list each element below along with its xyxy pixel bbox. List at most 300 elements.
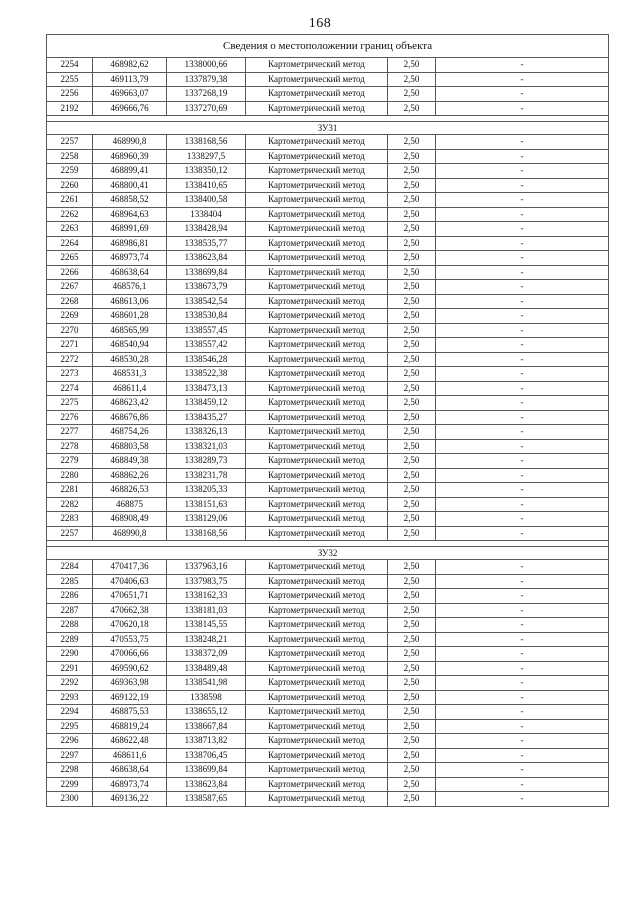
method-cell: Картометрический метод	[246, 58, 388, 73]
y-coordinate-cell: 1338699,84	[167, 265, 246, 280]
y-coordinate-cell: 1338326,13	[167, 425, 246, 440]
table-row	[47, 164, 609, 179]
point-number-cell: 2294	[47, 705, 93, 720]
description-cell: -	[436, 265, 609, 280]
point-number-cell: 2272	[47, 352, 93, 367]
x-coordinate-cell: 468611,6	[93, 748, 167, 763]
y-coordinate-cell: 1338473,13	[167, 381, 246, 396]
description-cell: -	[436, 236, 609, 251]
table-row	[47, 410, 609, 425]
x-coordinate-cell: 468530,28	[93, 352, 167, 367]
description-cell: -	[436, 178, 609, 193]
accuracy-cell: 2,50	[388, 497, 436, 512]
method-cell: Картометрический метод	[246, 396, 388, 411]
accuracy-cell: 2,50	[388, 560, 436, 575]
y-coordinate-cell: 1338459,12	[167, 396, 246, 411]
method-cell: Картометрический метод	[246, 574, 388, 589]
method-cell: Картометрический метод	[246, 425, 388, 440]
table-row	[47, 338, 609, 353]
point-number-cell: 2255	[47, 72, 93, 87]
accuracy-cell: 2,50	[388, 748, 436, 763]
point-number-cell: 2270	[47, 323, 93, 338]
description-cell: -	[436, 560, 609, 575]
description-cell: -	[436, 87, 609, 102]
description-cell: -	[436, 135, 609, 150]
method-cell: Картометрический метод	[246, 661, 388, 676]
point-number-cell: 2266	[47, 265, 93, 280]
accuracy-cell: 2,50	[388, 72, 436, 87]
y-coordinate-cell: 1337270,69	[167, 101, 246, 116]
y-coordinate-cell: 1337268,19	[167, 87, 246, 102]
y-coordinate-cell: 1337983,75	[167, 574, 246, 589]
method-cell: Картометрический метод	[246, 309, 388, 324]
accuracy-cell: 2,50	[388, 792, 436, 807]
y-coordinate-cell: 1338181,03	[167, 603, 246, 618]
description-cell: -	[436, 497, 609, 512]
y-coordinate-cell: 1338248,21	[167, 632, 246, 647]
point-number-cell: 2281	[47, 483, 93, 498]
point-number-cell: 2264	[47, 236, 93, 251]
point-number-cell: 2300	[47, 792, 93, 807]
table-row	[47, 178, 609, 193]
table-row	[47, 748, 609, 763]
point-number-cell: 2298	[47, 763, 93, 778]
description-cell: -	[436, 574, 609, 589]
description-cell: -	[436, 439, 609, 454]
x-coordinate-cell: 468819,24	[93, 719, 167, 734]
y-coordinate-cell: 1338623,84	[167, 251, 246, 266]
accuracy-cell: 2,50	[388, 777, 436, 792]
table-row	[47, 101, 609, 116]
y-coordinate-cell: 1338706,45	[167, 748, 246, 763]
method-cell: Картометрический метод	[246, 690, 388, 705]
method-cell: Картометрический метод	[246, 560, 388, 575]
point-number-cell: 2286	[47, 589, 93, 604]
y-coordinate-cell: 1338598	[167, 690, 246, 705]
y-coordinate-cell: 1338673,79	[167, 280, 246, 295]
accuracy-cell: 2,50	[388, 164, 436, 179]
description-cell: -	[436, 323, 609, 338]
x-coordinate-cell: 468875	[93, 497, 167, 512]
table-row	[47, 149, 609, 164]
description-cell: -	[436, 280, 609, 295]
table-row	[47, 560, 609, 575]
x-coordinate-cell: 468611,4	[93, 381, 167, 396]
point-number-cell: 2269	[47, 309, 93, 324]
y-coordinate-cell: 1338321,03	[167, 439, 246, 454]
table-row	[47, 792, 609, 807]
description-cell: -	[436, 483, 609, 498]
x-coordinate-cell: 468622,48	[93, 734, 167, 749]
table-row	[47, 265, 609, 280]
table-row	[47, 72, 609, 87]
point-number-cell: 2280	[47, 468, 93, 483]
y-coordinate-cell: 1338410,65	[167, 178, 246, 193]
method-cell: Картометрический метод	[246, 135, 388, 150]
method-cell: Картометрический метод	[246, 149, 388, 164]
description-cell: -	[436, 101, 609, 116]
table-row	[47, 661, 609, 676]
x-coordinate-cell: 468576,1	[93, 280, 167, 295]
accuracy-cell: 2,50	[388, 178, 436, 193]
table-row	[47, 439, 609, 454]
y-coordinate-cell: 1338530,84	[167, 309, 246, 324]
point-number-cell: 2299	[47, 777, 93, 792]
y-coordinate-cell: 1338435,27	[167, 410, 246, 425]
method-cell: Картометрический метод	[246, 734, 388, 749]
point-number-cell: 2256	[47, 87, 93, 102]
method-cell: Картометрический метод	[246, 265, 388, 280]
method-cell: Картометрический метод	[246, 439, 388, 454]
section-label: ЗУ32	[47, 547, 609, 560]
method-cell: Картометрический метод	[246, 454, 388, 469]
y-coordinate-cell: 1338623,84	[167, 777, 246, 792]
y-coordinate-cell: 1338289,73	[167, 454, 246, 469]
point-number-cell: 2262	[47, 207, 93, 222]
section-row	[47, 547, 609, 560]
method-cell: Картометрический метод	[246, 178, 388, 193]
point-number-cell: 2259	[47, 164, 93, 179]
description-cell: -	[436, 294, 609, 309]
point-number-cell: 2288	[47, 618, 93, 633]
y-coordinate-cell: 1337879,38	[167, 72, 246, 87]
x-coordinate-cell: 468638,64	[93, 265, 167, 280]
table-row	[47, 618, 609, 633]
accuracy-cell: 2,50	[388, 705, 436, 720]
x-coordinate-cell: 469663,07	[93, 87, 167, 102]
point-number-cell: 2263	[47, 222, 93, 237]
method-cell: Картометрический метод	[246, 101, 388, 116]
x-coordinate-cell: 469136,22	[93, 792, 167, 807]
x-coordinate-cell: 468800,41	[93, 178, 167, 193]
accuracy-cell: 2,50	[388, 676, 436, 691]
accuracy-cell: 2,50	[388, 135, 436, 150]
table-row	[47, 777, 609, 792]
accuracy-cell: 2,50	[388, 454, 436, 469]
point-number-cell: 2277	[47, 425, 93, 440]
y-coordinate-cell: 1338699,84	[167, 763, 246, 778]
accuracy-cell: 2,50	[388, 101, 436, 116]
table-row	[47, 280, 609, 295]
table-row	[47, 647, 609, 662]
x-coordinate-cell: 468964,63	[93, 207, 167, 222]
description-cell: -	[436, 309, 609, 324]
x-coordinate-cell: 468826,53	[93, 483, 167, 498]
description-cell: -	[436, 72, 609, 87]
x-coordinate-cell: 468973,74	[93, 777, 167, 792]
description-cell: -	[436, 777, 609, 792]
method-cell: Картометрический метод	[246, 483, 388, 498]
description-cell: -	[436, 149, 609, 164]
description-cell: -	[436, 193, 609, 208]
description-cell: -	[436, 352, 609, 367]
x-coordinate-cell: 469113,79	[93, 72, 167, 87]
x-coordinate-cell: 468858,52	[93, 193, 167, 208]
method-cell: Картометрический метод	[246, 632, 388, 647]
table-row	[47, 323, 609, 338]
method-cell: Картометрический метод	[246, 647, 388, 662]
point-number-cell: 2265	[47, 251, 93, 266]
x-coordinate-cell: 468991,69	[93, 222, 167, 237]
description-cell: -	[436, 425, 609, 440]
x-coordinate-cell: 469122,19	[93, 690, 167, 705]
method-cell: Картометрический метод	[246, 763, 388, 778]
point-number-cell: 2283	[47, 512, 93, 527]
table-row	[47, 497, 609, 512]
method-cell: Картометрический метод	[246, 352, 388, 367]
description-cell: -	[436, 719, 609, 734]
point-number-cell: 2267	[47, 280, 93, 295]
method-cell: Картометрический метод	[246, 719, 388, 734]
accuracy-cell: 2,50	[388, 763, 436, 778]
description-cell: -	[436, 647, 609, 662]
accuracy-cell: 2,50	[388, 338, 436, 353]
y-coordinate-cell: 1338489,48	[167, 661, 246, 676]
table-row	[47, 207, 609, 222]
x-coordinate-cell: 469666,76	[93, 101, 167, 116]
boundary-coordinates-table	[46, 34, 609, 807]
point-number-cell: 2289	[47, 632, 93, 647]
point-number-cell: 2291	[47, 661, 93, 676]
description-cell: -	[436, 734, 609, 749]
x-coordinate-cell: 468990,8	[93, 135, 167, 150]
accuracy-cell: 2,50	[388, 193, 436, 208]
y-coordinate-cell: 1337963,16	[167, 560, 246, 575]
description-cell: -	[436, 632, 609, 647]
x-coordinate-cell: 468986,81	[93, 236, 167, 251]
y-coordinate-cell: 1338557,45	[167, 323, 246, 338]
y-coordinate-cell: 1338404	[167, 207, 246, 222]
x-coordinate-cell: 468875,53	[93, 705, 167, 720]
x-coordinate-cell: 470662,38	[93, 603, 167, 618]
y-coordinate-cell: 1338145,55	[167, 618, 246, 633]
description-cell: -	[436, 589, 609, 604]
method-cell: Картометрический метод	[246, 280, 388, 295]
point-number-cell: 2274	[47, 381, 93, 396]
method-cell: Картометрический метод	[246, 512, 388, 527]
accuracy-cell: 2,50	[388, 381, 436, 396]
x-coordinate-cell: 470651,71	[93, 589, 167, 604]
accuracy-cell: 2,50	[388, 294, 436, 309]
x-coordinate-cell: 468849,38	[93, 454, 167, 469]
table-row	[47, 454, 609, 469]
description-cell: -	[436, 792, 609, 807]
point-number-cell: 2271	[47, 338, 93, 353]
description-cell: -	[436, 603, 609, 618]
x-coordinate-cell: 468623,42	[93, 396, 167, 411]
accuracy-cell: 2,50	[388, 207, 436, 222]
method-cell: Картометрический метод	[246, 164, 388, 179]
table-row	[47, 294, 609, 309]
point-number-cell: 2287	[47, 603, 93, 618]
table-row	[47, 251, 609, 266]
point-number-cell: 2296	[47, 734, 93, 749]
table-row	[47, 676, 609, 691]
description-cell: -	[436, 454, 609, 469]
table-row	[47, 58, 609, 73]
y-coordinate-cell: 1338428,94	[167, 222, 246, 237]
accuracy-cell: 2,50	[388, 87, 436, 102]
table-title: Сведения о местоположении границ объекта	[47, 35, 609, 58]
accuracy-cell: 2,50	[388, 222, 436, 237]
x-coordinate-cell: 468613,06	[93, 294, 167, 309]
method-cell: Картометрический метод	[246, 338, 388, 353]
point-number-cell: 2257	[47, 135, 93, 150]
x-coordinate-cell: 469363,98	[93, 676, 167, 691]
x-coordinate-cell: 468982,62	[93, 58, 167, 73]
accuracy-cell: 2,50	[388, 280, 436, 295]
x-coordinate-cell: 470620,18	[93, 618, 167, 633]
accuracy-cell: 2,50	[388, 251, 436, 266]
table-row	[47, 236, 609, 251]
accuracy-cell: 2,50	[388, 352, 436, 367]
accuracy-cell: 2,50	[388, 574, 436, 589]
y-coordinate-cell: 1338546,28	[167, 352, 246, 367]
method-cell: Картометрический метод	[246, 87, 388, 102]
x-coordinate-cell: 468601,28	[93, 309, 167, 324]
x-coordinate-cell: 468862,26	[93, 468, 167, 483]
point-number-cell: 2268	[47, 294, 93, 309]
method-cell: Картометрический метод	[246, 236, 388, 251]
accuracy-cell: 2,50	[388, 439, 436, 454]
y-coordinate-cell: 1338557,42	[167, 338, 246, 353]
x-coordinate-cell: 468754,26	[93, 425, 167, 440]
method-cell: Картометрический метод	[246, 381, 388, 396]
method-cell: Картометрический метод	[246, 748, 388, 763]
description-cell: -	[436, 396, 609, 411]
table-row	[47, 425, 609, 440]
method-cell: Картометрический метод	[246, 676, 388, 691]
method-cell: Картометрический метод	[246, 72, 388, 87]
table-row	[47, 87, 609, 102]
table-row	[47, 222, 609, 237]
description-cell: -	[436, 748, 609, 763]
accuracy-cell: 2,50	[388, 265, 436, 280]
description-cell: -	[436, 705, 609, 720]
method-cell: Картометрический метод	[246, 705, 388, 720]
table-row	[47, 483, 609, 498]
section-label: ЗУ31	[47, 122, 609, 135]
y-coordinate-cell: 1338162,33	[167, 589, 246, 604]
y-coordinate-cell: 1338297,5	[167, 149, 246, 164]
table-row	[47, 632, 609, 647]
x-coordinate-cell: 468565,99	[93, 323, 167, 338]
description-cell: -	[436, 222, 609, 237]
accuracy-cell: 2,50	[388, 632, 436, 647]
point-number-cell: 2257	[47, 526, 93, 541]
description-cell: -	[436, 763, 609, 778]
accuracy-cell: 2,50	[388, 236, 436, 251]
accuracy-cell: 2,50	[388, 603, 436, 618]
y-coordinate-cell: 1338535,77	[167, 236, 246, 251]
point-number-cell: 2293	[47, 690, 93, 705]
x-coordinate-cell: 470553,75	[93, 632, 167, 647]
accuracy-cell: 2,50	[388, 58, 436, 73]
accuracy-cell: 2,50	[388, 647, 436, 662]
point-number-cell: 2290	[47, 647, 93, 662]
accuracy-cell: 2,50	[388, 526, 436, 541]
y-coordinate-cell: 1338168,56	[167, 135, 246, 150]
y-coordinate-cell: 1338000,66	[167, 58, 246, 73]
method-cell: Картометрический метод	[246, 618, 388, 633]
y-coordinate-cell: 1338713,82	[167, 734, 246, 749]
x-coordinate-cell: 468531,3	[93, 367, 167, 382]
table-row	[47, 193, 609, 208]
accuracy-cell: 2,50	[388, 661, 436, 676]
x-coordinate-cell: 468960,39	[93, 149, 167, 164]
x-coordinate-cell: 469590,62	[93, 661, 167, 676]
accuracy-cell: 2,50	[388, 323, 436, 338]
y-coordinate-cell: 1338129,06	[167, 512, 246, 527]
method-cell: Картометрический метод	[246, 468, 388, 483]
point-number-cell: 2278	[47, 439, 93, 454]
y-coordinate-cell: 1338587,65	[167, 792, 246, 807]
description-cell: -	[436, 690, 609, 705]
accuracy-cell: 2,50	[388, 410, 436, 425]
x-coordinate-cell: 470066,66	[93, 647, 167, 662]
accuracy-cell: 2,50	[388, 425, 436, 440]
method-cell: Картометрический метод	[246, 497, 388, 512]
method-cell: Картометрический метод	[246, 792, 388, 807]
description-cell: -	[436, 526, 609, 541]
table-row	[47, 135, 609, 150]
description-cell: -	[436, 338, 609, 353]
table-row	[47, 309, 609, 324]
y-coordinate-cell: 1338400,58	[167, 193, 246, 208]
point-number-cell: 2273	[47, 367, 93, 382]
table-title-row	[47, 35, 609, 58]
y-coordinate-cell: 1338151,63	[167, 497, 246, 512]
x-coordinate-cell: 468899,41	[93, 164, 167, 179]
method-cell: Картометрический метод	[246, 251, 388, 266]
accuracy-cell: 2,50	[388, 483, 436, 498]
method-cell: Картометрический метод	[246, 323, 388, 338]
y-coordinate-cell: 1338541,98	[167, 676, 246, 691]
method-cell: Картометрический метод	[246, 222, 388, 237]
table-row	[47, 468, 609, 483]
accuracy-cell: 2,50	[388, 149, 436, 164]
section-row	[47, 122, 609, 135]
description-cell: -	[436, 410, 609, 425]
description-cell: -	[436, 367, 609, 382]
description-cell: -	[436, 661, 609, 676]
y-coordinate-cell: 1338168,56	[167, 526, 246, 541]
point-number-cell: 2192	[47, 101, 93, 116]
description-cell: -	[436, 58, 609, 73]
description-cell: -	[436, 164, 609, 179]
description-cell: -	[436, 512, 609, 527]
table-row	[47, 574, 609, 589]
table-row	[47, 719, 609, 734]
table-row	[47, 381, 609, 396]
x-coordinate-cell: 470417,36	[93, 560, 167, 575]
accuracy-cell: 2,50	[388, 618, 436, 633]
point-number-cell: 2279	[47, 454, 93, 469]
table-row	[47, 352, 609, 367]
y-coordinate-cell: 1338522,38	[167, 367, 246, 382]
description-cell: -	[436, 207, 609, 222]
point-number-cell: 2276	[47, 410, 93, 425]
point-number-cell: 2282	[47, 497, 93, 512]
point-number-cell: 2254	[47, 58, 93, 73]
description-cell: -	[436, 251, 609, 266]
description-cell: -	[436, 676, 609, 691]
y-coordinate-cell: 1338655,12	[167, 705, 246, 720]
table-row	[47, 367, 609, 382]
point-number-cell: 2260	[47, 178, 93, 193]
point-number-cell: 2297	[47, 748, 93, 763]
x-coordinate-cell: 468908,49	[93, 512, 167, 527]
